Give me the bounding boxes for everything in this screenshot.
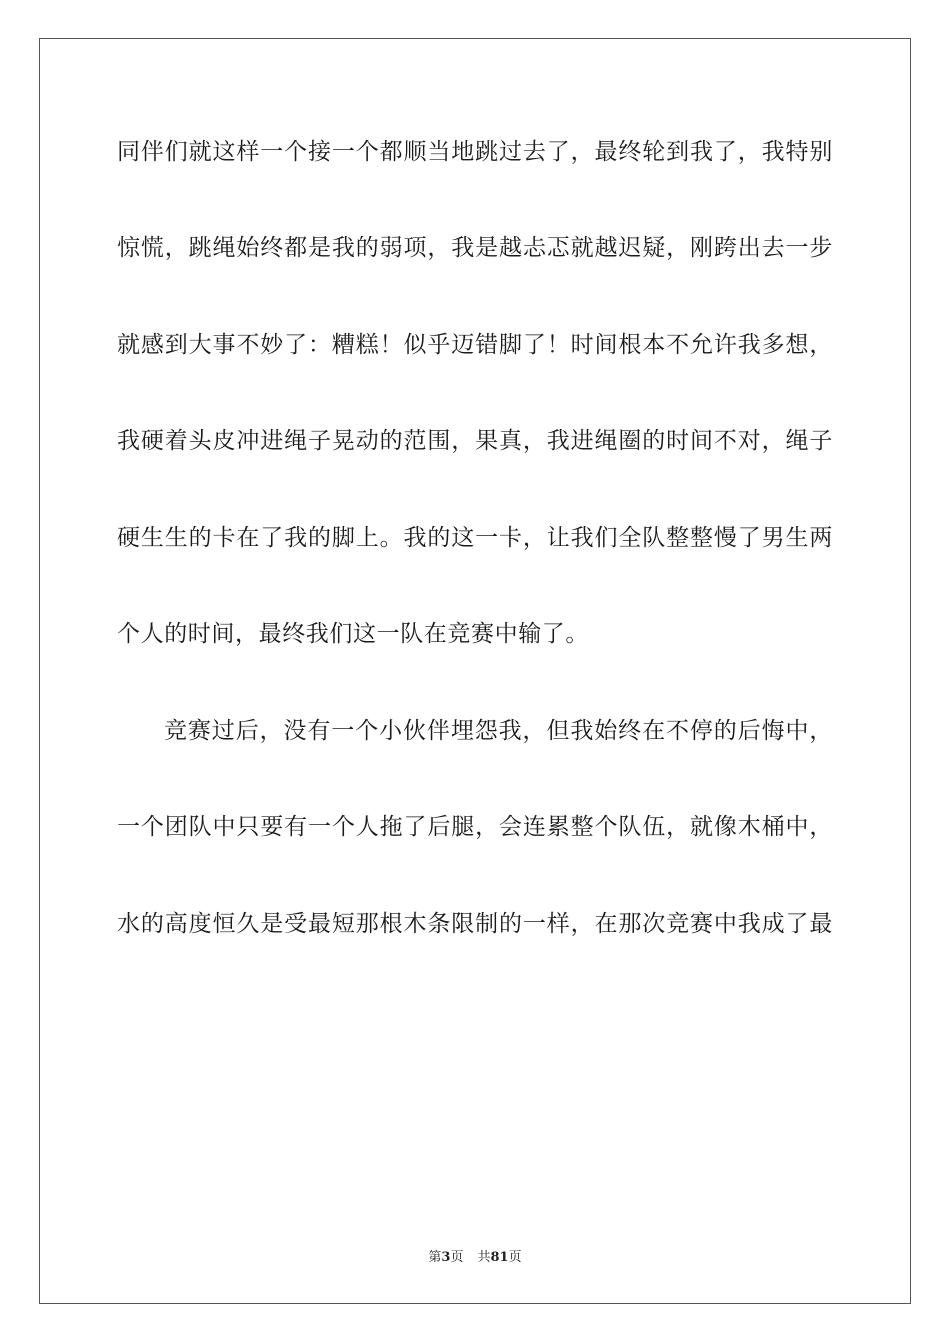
text-line-5: 硬生生的卡在了我的脚上。我的这一卡，让我们全队整整慢了男生两 bbox=[117, 525, 833, 551]
text-line-4: 我硬着头皮冲进绳子晃动的范围，果真，我进绳圈的时间不对，绳子 bbox=[117, 428, 833, 454]
total-pages: 81 bbox=[490, 1250, 509, 1265]
text-line-1: 同伴们就这样一个接一个都顺当地跳过去了，最终轮到我了，我特别 bbox=[117, 139, 833, 165]
text-line-7: 竞赛过后，没有一个小伙伴埋怨我，但我始终在不停的后悔中， bbox=[164, 718, 833, 744]
page-number: 3 bbox=[441, 1250, 451, 1265]
page-prefix: 第 bbox=[428, 1250, 442, 1265]
text-line-3: 就感到大事不妙了：糟糕！似乎迈错脚了！时间根本不允许我多想， bbox=[117, 332, 833, 358]
page-footer bbox=[0, 1246, 950, 1265]
total-prefix: 共 bbox=[477, 1250, 491, 1265]
text-line-2: 惊慌，跳绳始终都是我的弱项，我是越忐忑就越迟疑，刚跨出去一步 bbox=[117, 235, 833, 261]
text-line-6: 个人的时间，最终我们这一队在竞赛中输了。 bbox=[117, 621, 589, 647]
text-line-8: 一个团队中只要有一个人拖了后腿，会连累整个队伍，就像木桶中， bbox=[117, 814, 833, 840]
total-suffix: 页 bbox=[508, 1250, 522, 1265]
page-suffix: 页 bbox=[450, 1250, 464, 1265]
text-line-9: 水的高度恒久是受最短那根木条限制的一样，在那次竞赛中我成了最 bbox=[117, 911, 833, 937]
